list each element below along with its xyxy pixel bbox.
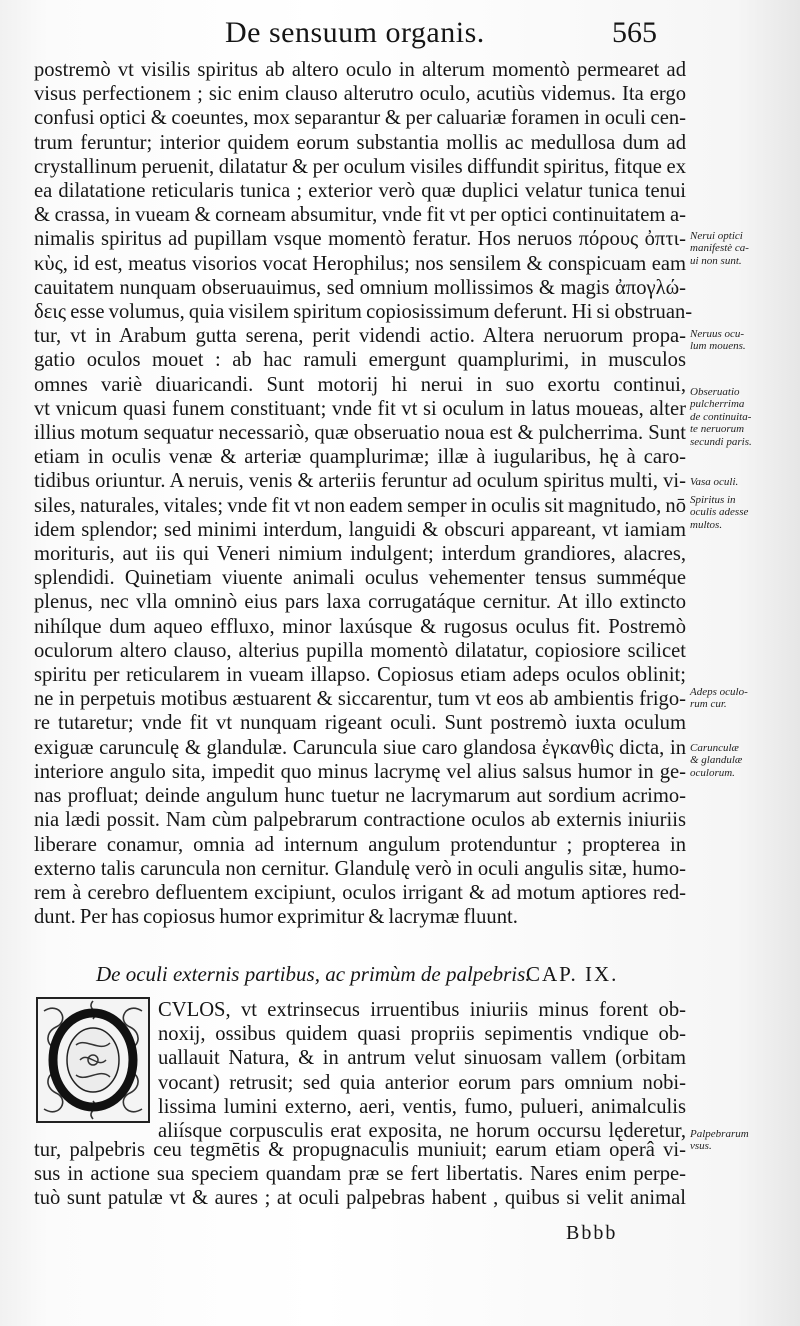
text-line: omnes variè diuaricandi. Sunt motorij hi nerui in suo exortu continui, xyxy=(34,373,686,396)
page-number: 565 xyxy=(612,16,657,49)
text-line: confusi optici & coeuntes, mox separantur & per caluariæ foramen in oculi cen- xyxy=(34,107,686,130)
text-line: nia lædi possit. Nam cùm palpebrarum contractione oculos ab externis iniuriis xyxy=(34,809,686,832)
margin-note-line: de continuita- xyxy=(690,410,752,423)
margin-note-line: te neruorum xyxy=(690,423,745,436)
text-line: illius motum sequatur necessariò, quæ obseruatio noua est & pulcherrima. Sunt xyxy=(34,422,686,445)
margin-notes xyxy=(690,0,800,1326)
chapter-body-text xyxy=(34,1138,686,1211)
text-line: κὺς, id est, meatus visorios vocat Herophilus; nos sensilem & conspicuam eam xyxy=(34,252,686,275)
margin-note xyxy=(690,476,795,488)
text-line: tidibus oriuntur. A neruis, venis & arteriis feruntur ad oculum spiritus multi, vi- xyxy=(34,470,686,493)
margin-note-line: Palpebrarum xyxy=(690,1128,749,1140)
margin-note-line: Nerui optici xyxy=(690,230,743,242)
margin-note-line: pulcherrima xyxy=(690,398,745,411)
signature-mark: Bbbb xyxy=(566,1222,618,1244)
text-line: nas profluat; deinde angulum hunc tuetur ne lacrymarum aut sordium acrimo- xyxy=(34,785,686,808)
margin-note-line: secundi paris. xyxy=(690,435,752,448)
text-line: spiritu per reticularem in vueam illapso. Copiosus etiam adeps oculos oblinit; xyxy=(34,664,686,687)
margin-note-line: Neruus ocu- xyxy=(690,328,745,340)
text-line: CVLOS, vt extrinsecus irruentibus iniuriis minus forent ob- xyxy=(158,999,686,1021)
margin-note xyxy=(690,494,795,531)
margin-note xyxy=(690,686,795,711)
text-line: splendidi. Quinetiam viuente animali oculus vehementer tensus summéque xyxy=(34,567,686,590)
chapter-heading xyxy=(96,962,656,988)
chapter-number: CAP. IX. xyxy=(526,962,619,986)
text-line: siles, naturales, vitales; vnde fit vt non eadem semper in oculis sit magnitudo, nō xyxy=(34,494,686,517)
margin-note-line: manifestè ca- xyxy=(690,242,749,255)
text-line: nimalis spiritus ad pupillam vsque momentò feratur. Hos neruos πόρους ὀπτι- xyxy=(34,228,686,251)
text-line: ne in perpetuis motibus æstuarent & siccarentur, tum vt eos ab ambientis frigo- xyxy=(34,688,686,711)
margin-note xyxy=(690,742,795,779)
text-line: visus perfectionem ; sic enim clauso alterutro oculo, acutiùs videmus. Ita ergo xyxy=(34,83,686,106)
margin-note-line: vsus. xyxy=(690,1140,712,1153)
margin-note-line: oculorum. xyxy=(690,766,735,779)
text-line: aliísque corpusculis erat exposita, ne horum occursu lęderetur, xyxy=(158,1120,686,1143)
text-line: morituris, aut iis qui Veneri nimium indulgent; interdum grandiores, alacres, xyxy=(34,543,686,566)
decorated-initial-o xyxy=(36,997,150,1123)
text-line: noxij, ossibus quidem quasi propriis sepimentis vndique ob- xyxy=(158,1023,686,1046)
margin-note-line: Vasa oculi. xyxy=(690,476,739,488)
margin-note-line: Obseruatio xyxy=(690,386,740,398)
text-line: gatio oculos mouet : ab hac ramuli emergunt quamplurimi, in musculos xyxy=(34,349,686,372)
margin-note-line: multos. xyxy=(690,518,723,531)
text-line: idem splendor; sed minimi interdum, languidi & obscuri appareant, vt iamiam xyxy=(34,518,686,541)
margin-note xyxy=(690,230,795,267)
text-line: vt vnicum quasi funem constituant; vnde fit vt si oculum in latus moueas, alter xyxy=(34,397,686,420)
margin-note xyxy=(690,386,795,448)
decorated-initial-o-image xyxy=(36,997,150,1123)
margin-note-line: rum cur. xyxy=(690,698,727,711)
text-line: liberare conamur, omnia ad internum angulum protenduntur ; propterea in xyxy=(34,833,686,856)
text-line: interiore angulo sita, impedit quo minus lacrymę vel alius salsus humor in ge- xyxy=(34,760,686,783)
margin-note-line: lum mouens. xyxy=(690,340,746,353)
text-line: & crassa, in vueam & corneam absumitur, vnde fit vt per optici continuitatem a- xyxy=(34,204,686,227)
text-line: crystallinum peruenit, dilatatur & per oculum visiles diffundit spiritus, fitque ex xyxy=(34,155,686,178)
text-line: tur, vt in Arabum gutta serena, perit videndi actio. Altera neruorum propa- xyxy=(34,325,686,348)
margin-note-line: & glandulæ xyxy=(690,754,743,767)
margin-note-line: Carunculæ xyxy=(690,742,739,754)
margin-note xyxy=(690,328,795,353)
text-line: dunt. Per has copiosus humor exprimitur & lacrymæ fluunt. xyxy=(34,906,518,929)
text-line: tur, palpebris ceu tegmētis & propugnaculis muniuit; earum etiam operâ vi- xyxy=(34,1139,686,1161)
text-line: externo talis caruncula non cernitur. Glandulę verò in oculi angulis sitæ, humo- xyxy=(34,857,686,880)
text-line: δεις esse volumus, quia visilem spiritum copiosissimum deferunt. Hi si obstruan- xyxy=(34,301,693,324)
text-line: trum feruntur; interior quidem eorum substantia mollis ac medullosa dum ad xyxy=(34,131,686,154)
margin-note-line: Adeps oculo- xyxy=(690,686,748,698)
text-line: rem à cerebro defluentem excipiunt, oculos irrigant & ad motum aptiores red- xyxy=(34,881,686,904)
running-title: De sensuum organis. xyxy=(225,16,485,49)
margin-note xyxy=(690,1128,795,1153)
margin-note-line: oculis adesse xyxy=(690,506,749,519)
text-line: sus in actione sua speciem quandam præ se fert libertatis. Nares enim perpe- xyxy=(34,1163,686,1186)
body-text xyxy=(34,58,693,929)
text-line: postremò vt visilis spiritus ab altero oculo in alterum momentò permearet ad xyxy=(34,59,686,81)
text-line: tuò sunt patulæ vt & aures ; at oculi palpebras habent , quibus si velit animal xyxy=(34,1187,686,1210)
text-line: oculorum altero clauso, alterius pupilla momentò dilatatur, copiosiore scilicet xyxy=(34,639,686,662)
text-line: cauitatem nunquam obseruauimus, sed omnium mollissimos & magis ἀπογλώ- xyxy=(34,276,686,299)
text-line: etiam in oculis venæ & arteriæ quamplurimæ; illæ à iugularibus, hę à caro- xyxy=(34,446,686,469)
text-line: nihílque dum aqueo effluxo, minor laxúsque & rugosus oculus fit. Postremò xyxy=(34,615,686,638)
margin-note-line: Spiritus in xyxy=(690,494,736,506)
chapter-intro-text xyxy=(158,998,686,1143)
text-line: uallauit Natura, & in antrum velut sinuosam vallem (orbitam xyxy=(158,1047,686,1070)
margin-note-line: ui non sunt. xyxy=(690,254,742,267)
text-line: ea dilatatione reticularis tunica ; exterior verò quæ duplici velatur tunica tenui xyxy=(34,180,686,203)
page-header xyxy=(0,14,800,54)
svg-text:O: O xyxy=(93,1073,94,1074)
text-line: re tutaretur; vnde fit vt nunquam rigeant oculi. Sunt postremò iuxta oculum xyxy=(34,712,686,735)
text-line: plenus, nec vlla omninò eius pars laxa corrugatáque cernitur. At illo extincto xyxy=(34,591,686,614)
text-line: vocant) retrusit; sed quia anterior eorum pars omnium nobi- xyxy=(158,1071,686,1094)
text-line: lissima lumini externo, aeri, ventis, fumo, pulueri, animalculis xyxy=(158,1095,686,1118)
text-line: exiguæ carunculę & glandulæ. Caruncula siue caro glandosa ἐγκανθὶς dicta, in xyxy=(34,736,686,759)
chapter-title: De oculi externis partibus, ac primùm de palpebris. xyxy=(96,962,531,986)
